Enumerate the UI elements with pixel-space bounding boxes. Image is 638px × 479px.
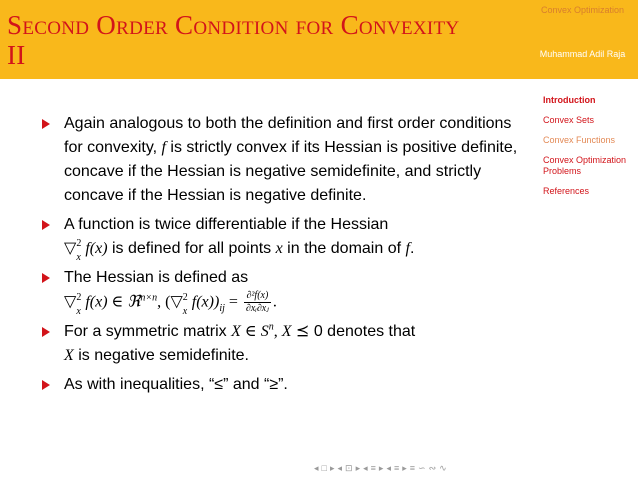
nav-section-icon[interactable]: ≡ <box>370 463 376 473</box>
math-sub: ij <box>219 302 225 314</box>
nav-prev-section-icon[interactable]: ◂ <box>363 463 368 473</box>
nav-prev-frame-icon[interactable]: ◂ <box>314 463 319 473</box>
slide-title <box>7 10 522 70</box>
bullet-item <box>42 112 522 208</box>
bullet-text: . <box>409 240 415 257</box>
math-expr: f(x) ∈ ℜ <box>85 293 141 311</box>
sidebar-nav <box>543 95 635 206</box>
bullet-text: As with inequalities, “≤” and “≥”. <box>64 376 288 393</box>
bullet-item: A function is twice differentiable if the Hessian ▽ 2 x f(x) is defined for all points x in the domain of f. <box>42 213 522 261</box>
bullet-text: is strictly convex if its Hessian is positive definite, concave if the Hessian is negative semidefinite, and strictly concave if the Hessian is negative definite. <box>64 139 518 204</box>
nav-appendix-icon[interactable]: ≡ <box>409 463 416 473</box>
bullet-text: The Hessian is defined as <box>64 269 249 286</box>
math-f: f <box>405 240 410 257</box>
slide-title-line2: II <box>7 40 26 70</box>
bullet-item <box>42 320 522 368</box>
math-f: f <box>161 139 166 156</box>
bullet-triangle-icon <box>42 119 50 129</box>
bullet-item <box>42 373 522 397</box>
nav-presentation-icon[interactable]: ≡ <box>393 463 400 473</box>
math-expr: , (▽ <box>157 293 183 311</box>
bullet-triangle-icon <box>42 327 50 337</box>
bullet-triangle-icon <box>42 273 50 283</box>
bullet-text: A function is twice differentiable if the Hessian <box>64 216 389 233</box>
slide-title-line1: Second Order Condition for Convexity <box>7 10 460 40</box>
bullet-text: is negative semidefinite. <box>73 347 249 364</box>
nav-forward-icon[interactable]: ∿ <box>439 463 447 473</box>
sidebar <box>527 0 638 479</box>
sidebar-header <box>527 0 638 79</box>
nav-prev-presentation-icon[interactable]: ◂ <box>386 463 391 473</box>
nav-next-presentation-icon[interactable]: ▸ <box>402 463 407 473</box>
bullet-triangle-icon <box>42 220 50 230</box>
math-end: . <box>272 293 277 311</box>
sidebar-item-references[interactable]: References <box>543 186 590 196</box>
math-nabla: ▽ <box>64 293 77 311</box>
nav-frame-icon[interactable]: □ <box>321 463 327 473</box>
bullet-triangle-icon <box>42 380 50 390</box>
math-X: X <box>231 323 241 340</box>
math-X: X <box>64 347 74 364</box>
fraction-numerator: ∂²f(x) <box>244 290 271 303</box>
bullet-text: For a symmetric matrix <box>64 323 232 340</box>
math-sup: n <box>268 321 274 333</box>
bullet-text: in the domain of <box>282 240 406 257</box>
beamer-navigation-bar <box>314 462 447 474</box>
bullet-text: is defined for all points <box>107 240 276 257</box>
nav-next-frame-icon[interactable]: ▸ <box>329 463 335 473</box>
fraction-denominator: ∂xᵢ∂xⱼ <box>245 303 269 314</box>
math-fraction <box>244 290 271 315</box>
math-x: x <box>275 240 283 257</box>
math-sep: , <box>273 323 282 340</box>
math-arg: (x) <box>89 240 108 257</box>
sidebar-presentation-title[interactable]: Convex Optimization <box>540 5 625 15</box>
math-expr: f(x)) <box>191 293 220 311</box>
math-nabla: ▽ <box>64 240 77 257</box>
nav-search-icon[interactable]: ∾ <box>428 463 437 473</box>
nav-prev-subsection-icon[interactable]: ◂ <box>337 463 343 473</box>
nav-back-icon[interactable]: ∽ <box>418 463 426 473</box>
math-S: S <box>260 323 269 340</box>
math-eq: = <box>224 293 242 311</box>
sidebar-author: Muhammad Adil Raja <box>539 49 626 59</box>
bullet-text: Again analogous to both the definition and first order conditions for convexity, <box>64 115 512 156</box>
bullet-text: ⪯ 0 denotes that <box>291 323 416 340</box>
bullet-item: The Hessian is defined as ▽ 2 x f(x) ∈ ℜ$^{n\times n}$, (▽ 2 x $f(x))_{ij}$ = $\frac{\text{∂²f(x)}}{\text{∂xᵢ∂xⱼ}}$ . <box>42 266 522 315</box>
math-sup: n×n <box>140 292 158 304</box>
math-X: X <box>281 323 292 340</box>
math-f: f <box>85 240 90 257</box>
sidebar-item-introduction[interactable]: Introduction <box>543 95 596 105</box>
nav-next-subsection-icon[interactable]: ▸ <box>355 463 361 473</box>
math-in: ∈ <box>240 323 261 340</box>
nav-subsection-icon[interactable]: ⊡ <box>345 463 353 473</box>
sidebar-item-convex-sets[interactable]: Convex Sets <box>543 115 595 125</box>
slide-content <box>42 112 522 402</box>
sidebar-item-convex-optimization-problems[interactable]: Convex Optimization Problems <box>543 155 627 176</box>
title-bar <box>0 0 527 79</box>
nav-next-section-icon[interactable]: ▸ <box>378 463 384 473</box>
sidebar-item-convex-functions[interactable]: Convex Functions <box>543 135 616 145</box>
